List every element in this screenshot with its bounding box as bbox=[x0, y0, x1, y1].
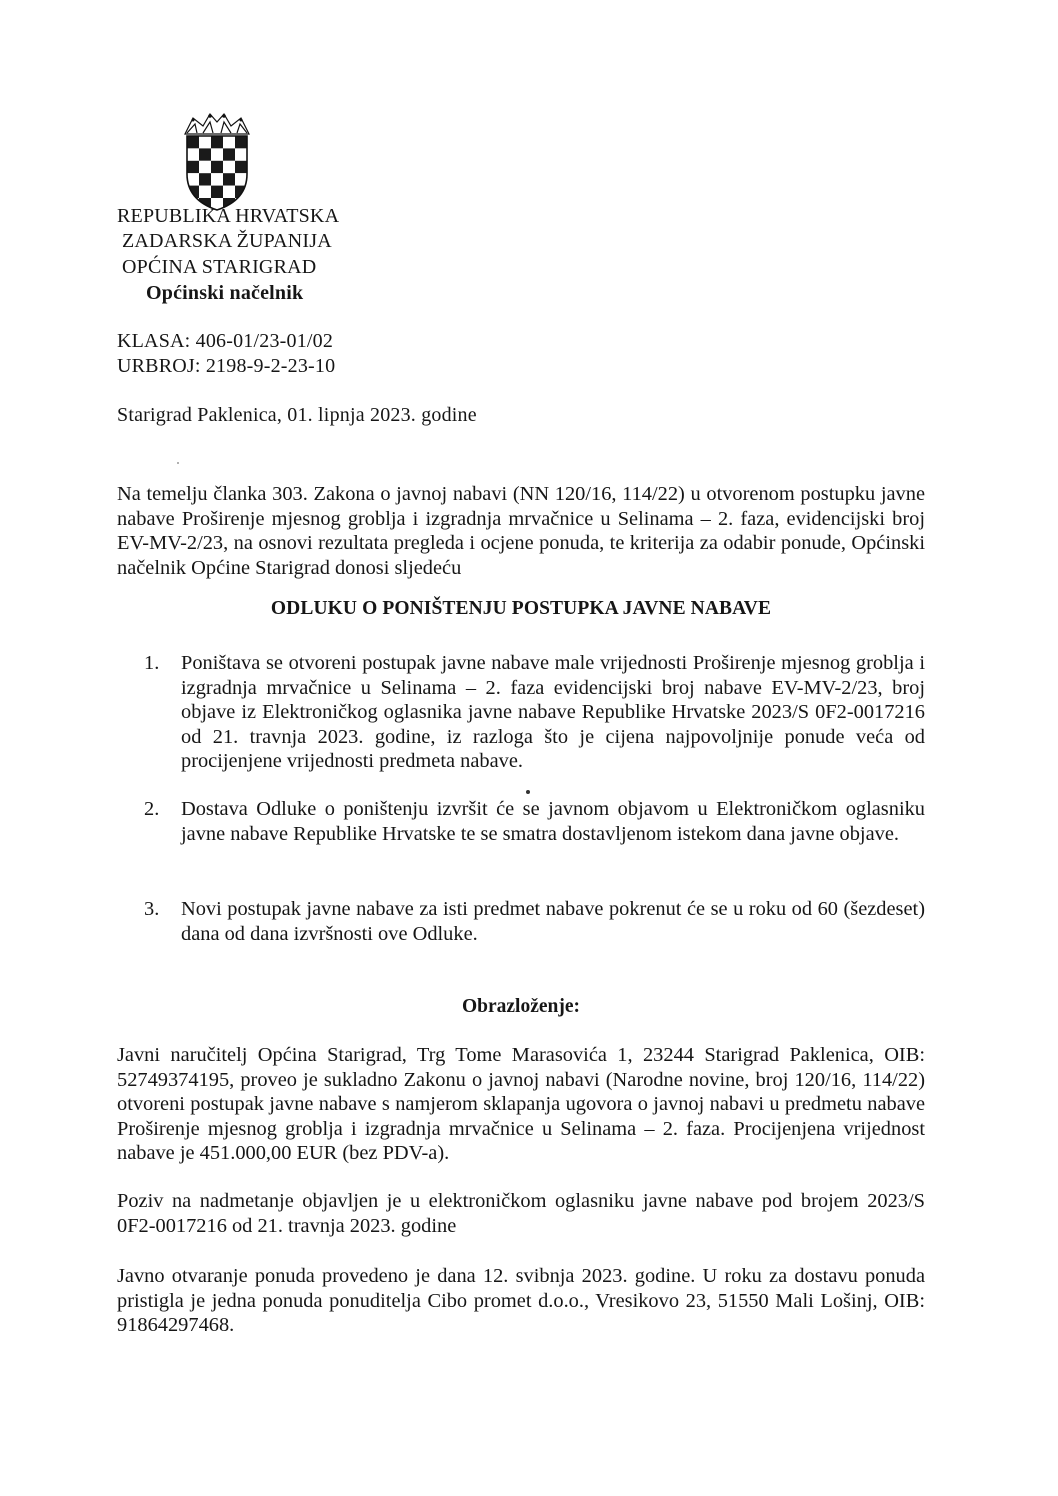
shield-check bbox=[211, 148, 223, 160]
klasa-number: KLASA: 406-01/23-01/02 bbox=[117, 330, 334, 352]
scan-speck bbox=[177, 462, 179, 464]
shield-check bbox=[187, 148, 199, 160]
shield-check bbox=[187, 136, 199, 148]
shield-check bbox=[199, 136, 211, 148]
intro-paragraph: Na temelju članka 303. Zakona o javnoj nabavi (NN 120/16, 114/22) u otvorenom postupku javne nabave Proširenje mjesnog groblja i izgradnja mrvačnice u Selinama – 2. faza, evidencijski broj EV-MV-2/23, na osnovi rezultata pregleda i ocjene ponuda, te kriterija za odabir ponude, Općinski načelnik Općine Starigrad donosi sljedeću bbox=[117, 483, 925, 579]
shield-check bbox=[199, 173, 211, 185]
shield-check bbox=[211, 136, 223, 148]
decision-title: ODLUKU O PONIŠTENJU POSTUPKA JAVNE NABAVE bbox=[270, 598, 772, 619]
shield-check bbox=[235, 148, 247, 160]
shield-check bbox=[223, 173, 235, 185]
scan-speck bbox=[526, 790, 530, 794]
item-text: Dostava Odluke o poništenju izvršit će se javnom objavom u Elektroničkom oglasniku javne nabave Republike Hrvatske te se smatra dostavljenom istekom dana javne objave. bbox=[181, 798, 925, 845]
shield-check bbox=[223, 136, 235, 148]
reasoning-paragraph-2: Poziv na nadmetanje objavljen je u elektroničkom oglasniku javne nabave pod brojem 2023/S 0F2-0017216 od 21. travnja 2023. godine bbox=[117, 1190, 925, 1237]
decision-item-1 bbox=[144, 651, 925, 774]
shield-check bbox=[211, 161, 223, 173]
coat-of-arms-icon bbox=[183, 112, 251, 212]
shield-check bbox=[223, 186, 235, 198]
shield-check bbox=[199, 148, 211, 160]
item-text: Novi postupak javne nabave za isti predmet nabave pokrenut će se u roku od 60 (šezdeset) dana od dana izvršnosti ove Odluke. bbox=[181, 898, 925, 945]
shield-check bbox=[211, 186, 223, 198]
item-number: 1. bbox=[144, 652, 160, 674]
shield-check bbox=[235, 161, 247, 173]
reasoning-title: Obrazloženje: bbox=[461, 996, 581, 1017]
item-number: 3. bbox=[144, 898, 160, 920]
item-text: Poništava se otvoreni postupak javne nabave male vrijednosti Proširenje mjesnog groblja i izgradnja mrvačnice u Selinama – 2. faza evidencijski broj nabave EV-MV-2/23, broj objave iz Elektroničkog oglasnika javne nabave Republike Hrvatske 2023/S 0F2-0017216 od 21. travnja 2023. godine, iz razloga što je cijena najpovoljnije ponude veća od procijenjene vrijednosti predmeta nabave. bbox=[181, 652, 925, 773]
shield-check bbox=[199, 161, 211, 173]
office-name: Općinski načelnik bbox=[146, 282, 304, 304]
item-number: 2. bbox=[144, 798, 160, 820]
urbroj-number: URBROJ: 2198-9-2-23-10 bbox=[117, 355, 336, 377]
shield-check bbox=[223, 161, 235, 173]
reasoning-paragraph-3: Javno otvaranje ponuda provedeno je dana 12. svibnja 2023. godine. U roku za dostavu ponuda pristigla je jedna ponuda ponuditelja Cibo promet d.o.o., Vresikovo 23, 51550 Mali Lošinj, OIB: 91864297468. bbox=[117, 1265, 925, 1337]
shield-check bbox=[211, 173, 223, 185]
country-name: REPUBLIKA HRVATSKA bbox=[117, 205, 340, 227]
place-and-date: Starigrad Paklenica, 01. lipnja 2023. godine bbox=[117, 404, 477, 426]
county-name: ZADARSKA ŽUPANIJA bbox=[122, 230, 332, 252]
municipality-name: OPĆINA STARIGRAD bbox=[122, 256, 317, 278]
shield-check bbox=[187, 161, 199, 173]
reasoning-paragraph-1: Javni naručitelj Općina Starigrad, Trg Tome Marasovića 1, 23244 Starigrad Paklenica, OIB: 52749374195, proveo je sukladno Zakonu o javnoj nabavi (Narodne novine, broj 120/16, 114/22) otvoreni postupak javne nabave s namjerom sklapanja ugovora o javnoj nabavi u predmetu nabave Proširenje mjesnog groblja i izgradnja mrvačnice u Selinama – 2. faza. Procijenjena vrijednost nabave je 451.000,00 EUR (bez PDV-a). bbox=[117, 1044, 925, 1165]
decision-item-3 bbox=[144, 897, 925, 946]
shield-check bbox=[223, 148, 235, 160]
shield-check bbox=[235, 136, 247, 148]
shield-check bbox=[199, 186, 211, 198]
decision-item-2 bbox=[144, 797, 925, 846]
